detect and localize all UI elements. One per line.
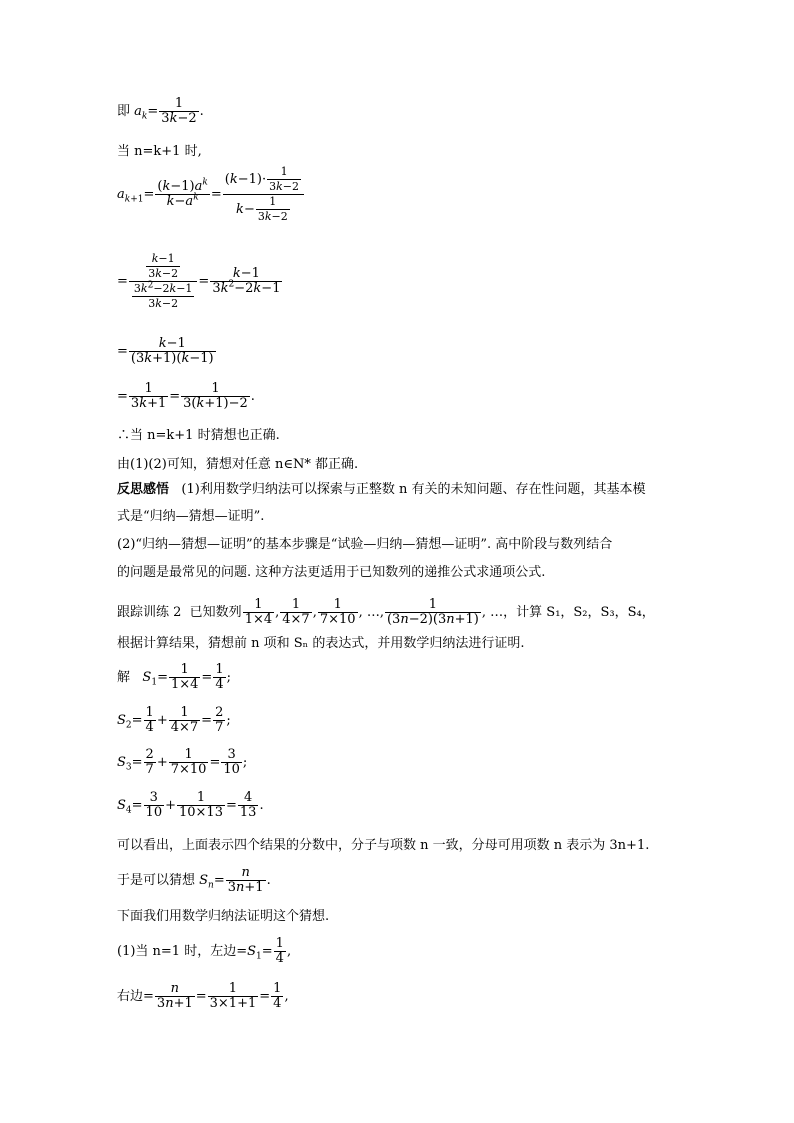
remark-text-1: (1)利用数学归纳法可以探索与正整数 n 有关的未知问题、存在性问题，其基本模	[181, 482, 646, 497]
remark-line-1	[117, 482, 645, 498]
observation-line: 可以看出，上面表示四个结果的分数中，分子与项数 n 一致，分母可用项数 n 表示为 3n+1.	[117, 838, 650, 853]
formula-ak: 即 $a_k=$ $\frac{1}{3k-2}$ .	[117, 96, 204, 126]
solution-s1: 解 $S_1=$ $\frac{1}{1\times 4}$ = $\frac{1}{4}$ ;	[117, 662, 231, 692]
guess-text: 于是可以猜想	[117, 873, 200, 888]
solution-s3: $S_3=$ $\frac{2}{7}$ + $\frac{1}{7\times 10}$ = $\frac{3}{10}$ ;	[117, 747, 248, 777]
exercise-text-a: 已知数列	[189, 605, 242, 620]
step1-line: (1)当 n=1 时，左边$=S_1=$ $\frac{1}{4}$ ,	[117, 936, 292, 966]
case-line: 当 n=k+1 时,	[117, 144, 202, 159]
formula-ak1-2: = $\frac{\frac{k-1}{3k-2}}{\frac{3k^2-2k-1}{3k-2}}$ = $\frac{k-1}{3k^2-2k-1}$	[117, 252, 281, 310]
remark-line-4: 的问题是最常见的问题. 这种方法更适用于已知数列的递推公式求通项公式.	[117, 565, 546, 580]
guess-line: 于是可以猜想 $S_n=$ $\frac{n}{3n+1}$ .	[117, 865, 271, 895]
solution-s2: $S_2=$ $\frac{1}{4}$ + $\frac{1}{4\times 7}$ = $\frac{2}{7}$ ;	[117, 705, 231, 735]
proof-title: 下面我们用数学归纳法证明这个猜想.	[117, 909, 330, 924]
remark-line-2: 式是“归纳—猜想—证明”.	[117, 509, 265, 524]
conclusion-line-2: 由(1)(2)可知，猜想对任意 n∈N* 都正确.	[117, 457, 359, 472]
right-side-line: 右边= $\frac{n}{3n+1}$ = $\frac{1}{3\times 1+1}$ = $\frac{1}{4}$ ,	[117, 981, 289, 1011]
formula-ak1-4: = $\frac{1}{3k+1}$ = $\frac{1}{3(k+1)-2}$ .	[117, 381, 255, 411]
solution-s4: $S_4=$ $\frac{3}{10}$ + $\frac{1}{10\times 13}$ = $\frac{4}{13}$ .	[117, 790, 264, 820]
exercise-line-2: 根据计算结果，猜想前 n 项和 Sₙ 的表达式，并用数学归纳法进行证明.	[117, 636, 525, 651]
conclusion-line-1: ∴当 n=k+1 时猜想也正确.	[117, 428, 280, 443]
text-ji: 即	[117, 104, 135, 119]
exercise-label: 跟踪训练 2	[117, 605, 182, 620]
right-side-text: 右边=	[117, 989, 154, 1004]
solution-label: 解	[117, 670, 131, 685]
remark-line-3: (2)“归纳—猜想—证明”的基本步骤是“试验—归纳—猜想—证明”. 高中阶段与数列结合	[117, 537, 613, 552]
exercise-line-1: 跟踪训练 2 已知数列 $\frac{1}{1\times 4}$ , $\frac{1}{4\times 7}$ , $\frac{1}{7\times 10}$ , …, $\frac{1}{(3n-2)(3n+1)}$ , …，计算 S₁，S₂，S₃，S₄，	[117, 597, 655, 627]
remark-label: 反思感悟	[117, 482, 170, 497]
step1-text: (1)当 n=1 时，左边=	[117, 944, 248, 959]
exercise-text-b: ，计算 S₁，S₂，S₃，S₄，	[503, 605, 655, 620]
formula-ak1-3: = $\frac{k-1}{(3k+1)(k-1)}$	[117, 336, 214, 366]
formula-ak1-1: $a_{k+1}=$ $\frac{(k-1)a^k}{k-a^k}$ = (k−1)· $\frac{1}{3k-2}$ k− $\frac{1}{3k-2}$	[117, 165, 305, 224]
